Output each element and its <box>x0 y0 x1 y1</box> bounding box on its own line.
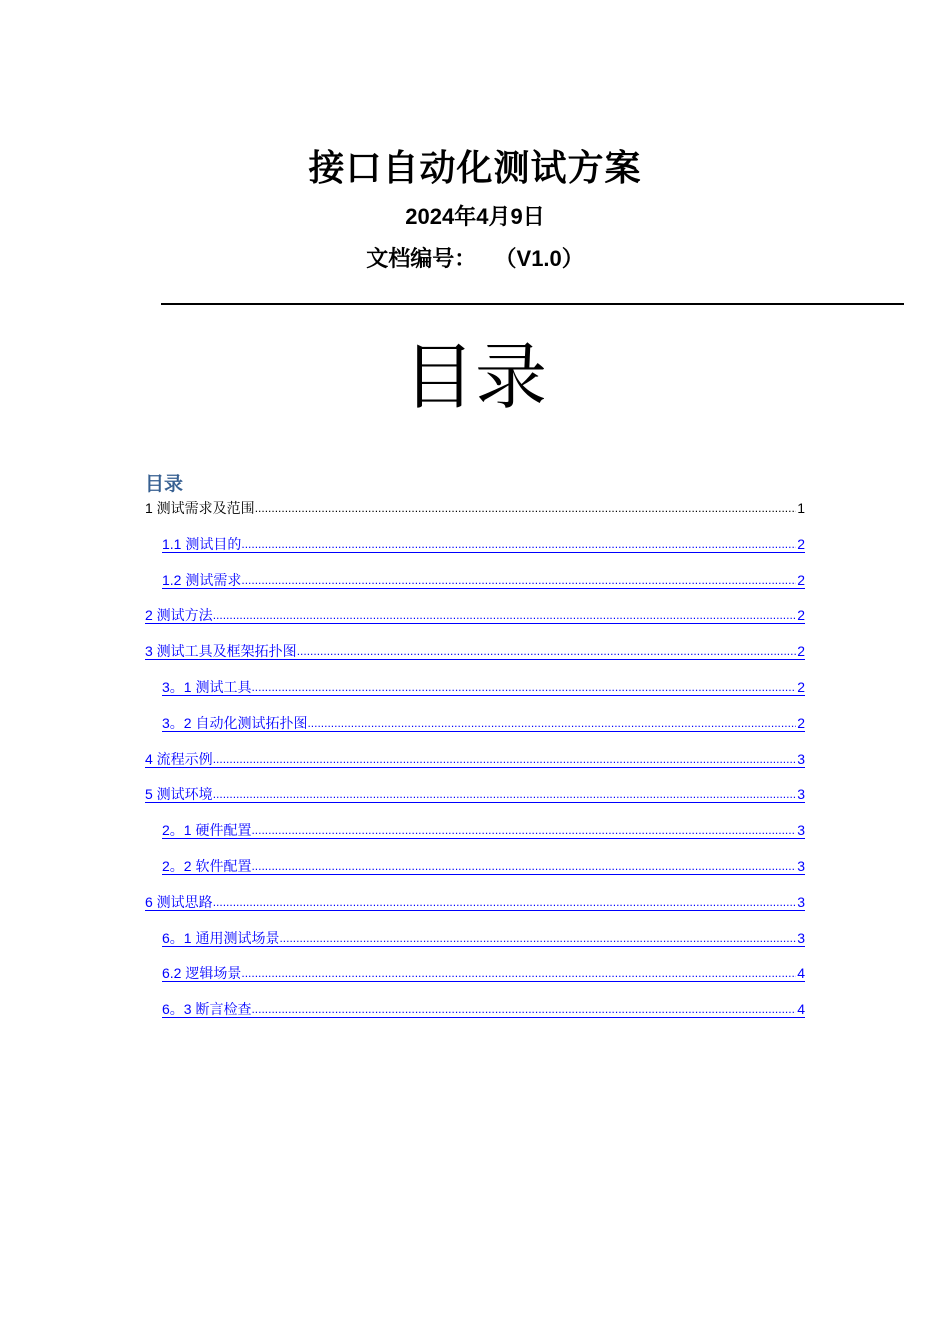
toc-entry[interactable] <box>162 712 805 732</box>
toc-entry[interactable] <box>162 855 805 875</box>
toc-dot-leader <box>213 785 797 803</box>
toc-dot-leader <box>251 857 796 875</box>
toc-entry[interactable] <box>162 927 805 947</box>
toc-entry[interactable] <box>162 819 805 839</box>
toc-entry-label: 2 测试方法 <box>145 607 213 623</box>
toc-entry-page: 1 <box>797 500 805 516</box>
toc-entry-label: 1 测试需求及范围 <box>145 500 255 516</box>
toc-dot-leader <box>241 571 796 589</box>
toc-entry-label: 2。1 硬件配置 <box>162 822 252 838</box>
toc-entry-label: 6 测试思路 <box>145 894 213 910</box>
toc-entry[interactable] <box>145 640 805 660</box>
toc-dot-leader <box>213 750 797 768</box>
toc-dot-leader <box>255 499 797 517</box>
toc-entry <box>145 497 805 517</box>
toc-entry-page: 2 <box>797 643 805 659</box>
toc-dot-leader <box>241 535 796 553</box>
toc-entry[interactable] <box>145 783 805 803</box>
document-title: 接口自动化测试方案 <box>308 147 642 188</box>
toc-entry-page: 2 <box>797 715 805 731</box>
toc-entry-label: 6.2 逻辑场景 <box>162 965 242 981</box>
toc-entry-label: 6。1 通用测试场景 <box>162 930 280 946</box>
toc-entry-label: 3 测试工具及框架拓扑图 <box>145 643 297 659</box>
horizontal-rule <box>161 303 904 305</box>
toc-entry-page: 3 <box>797 930 805 946</box>
toc-entry-page: 3 <box>797 786 805 802</box>
toc-dot-leader <box>307 714 796 732</box>
document-number: 文档编号： （V1.0） <box>366 246 584 271</box>
toc-entry-label: 1.2 测试需求 <box>162 572 242 588</box>
toc-dot-leader <box>241 964 796 982</box>
document-date: 2024年4月9日 <box>405 204 545 229</box>
toc-entry-label: 3。2 自动化测试拓扑图 <box>162 715 308 731</box>
toc-entry[interactable] <box>162 998 805 1018</box>
toc-entry-page: 3 <box>797 751 805 767</box>
contents-big-heading: 目录 <box>402 338 547 418</box>
toc-dot-leader <box>279 929 796 947</box>
toc-entry-page: 4 <box>797 1001 805 1017</box>
toc-entry-label: 6。3 断言检查 <box>162 1001 252 1017</box>
toc-entry-page: 3 <box>797 894 805 910</box>
toc-dot-leader <box>251 1000 796 1018</box>
toc-entry[interactable] <box>162 569 805 589</box>
toc-entry-page: 2 <box>797 572 805 588</box>
toc-dot-leader <box>213 606 797 624</box>
toc-dot-leader <box>251 821 796 839</box>
toc-entry[interactable] <box>145 891 805 911</box>
toc-dot-leader <box>251 678 796 696</box>
toc-entry[interactable] <box>162 962 805 982</box>
toc-entry-label: 3。1 测试工具 <box>162 679 252 695</box>
toc-entry[interactable] <box>145 748 805 768</box>
toc-entry-label: 5 测试环境 <box>145 786 213 802</box>
toc-dot-leader <box>297 642 797 660</box>
toc-entry-page: 2 <box>797 607 805 623</box>
toc-entry[interactable] <box>145 604 805 624</box>
toc-entry-page: 2 <box>797 679 805 695</box>
toc-entry-label: 1.1 测试目的 <box>162 536 242 552</box>
toc-entry[interactable] <box>162 676 805 696</box>
toc-heading: 目录 <box>145 474 184 495</box>
toc-entry-label: 2。2 软件配置 <box>162 858 252 874</box>
toc-dot-leader <box>213 893 797 911</box>
toc-entry-page: 4 <box>797 965 805 981</box>
toc-entry-page: 2 <box>797 536 805 552</box>
toc-entry-page: 3 <box>797 822 805 838</box>
toc-entry-label: 4 流程示例 <box>145 751 213 767</box>
toc-entry-page: 3 <box>797 858 805 874</box>
toc-entry[interactable] <box>162 533 805 553</box>
